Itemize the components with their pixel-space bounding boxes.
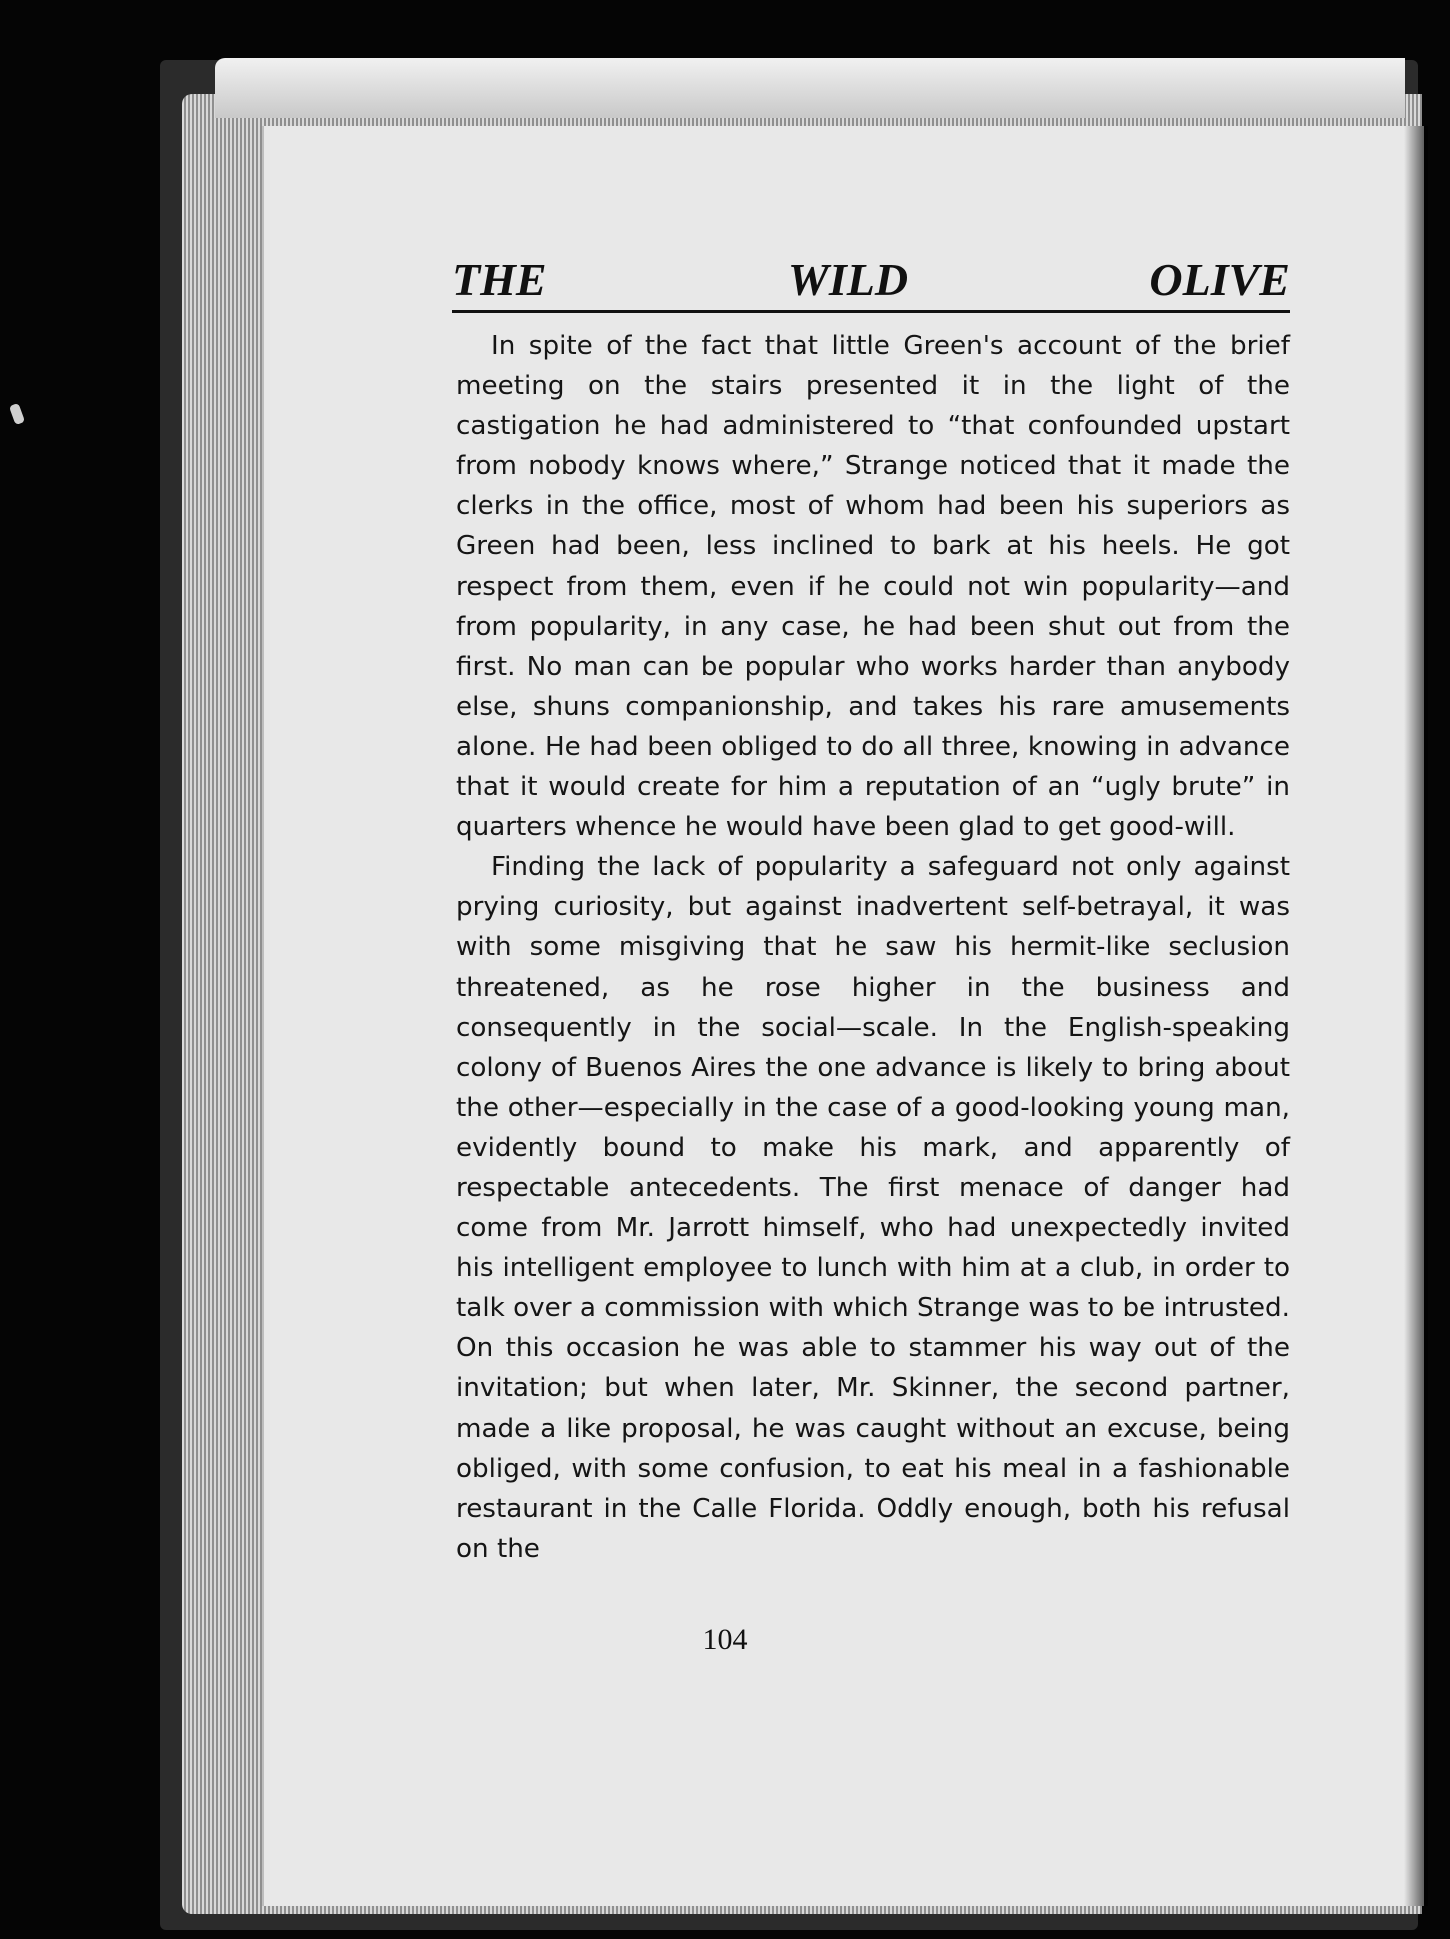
running-head-word-3: OLIVE: [1149, 253, 1290, 305]
page-number: 104: [702, 1623, 748, 1656]
scan-blemish: [9, 403, 25, 425]
running-head-rule: [452, 310, 1290, 313]
running-head: [452, 246, 1290, 312]
body-text: [456, 326, 1290, 1569]
running-head-word-2: WILD: [787, 253, 909, 305]
running-head-word-1: THE: [452, 253, 547, 305]
paragraph-2: Finding the lack of popularity a safeguard not only against prying curiosity, but against inadvertent self-betrayal, it was with some misgiving that he saw his hermit-like seclusion threatened, as he rose higher in the business and consequently in the social—scale. In the English-speaking colony of Buenos Aires the one advance is likely to bring about the other—especially in the case of a good-looking young man, evidently bound to make his mark, and apparently of respectable antecedents. The first menace of danger had come from Mr. Jarrott himself, who had unexpectedly invited his intelligent employee to lunch with him at a club, in order to talk over a commission with which Strange was to be intrusted. On this occasion he was able to stammer his way out of the invitation; but when later, Mr. Skinner, the second partner, made a like proposal, he was caught without an excuse, being obliged, with some confusion, to eat his meal in a fashionable restaurant in the Calle Florida. Oddly enough, both his refusal on the: [456, 852, 1290, 1564]
page-top-edge: [215, 58, 1405, 118]
paragraph-1: In spite of the fact that little Green's account of the brief meeting on the stairs presented it in the light of the castigation he had administered to “that confounded upstart from nobody knows where,” Strange noticed that it made the clerks in the office, most of whom had been his superiors as Green had been, less inclined to bark at his heels. He got respect from them, even if he could not win popularity—and from popularity, in any case, he had been shut out from the first. No man can be popular who works harder than anybody else, shuns companionship, and takes his rare amusements alone. He had been obliged to do all three, knowing in advance that it would create for him a reputation of an “ugly brute” in quarters whence he would have been glad to get good-will.: [456, 331, 1290, 843]
